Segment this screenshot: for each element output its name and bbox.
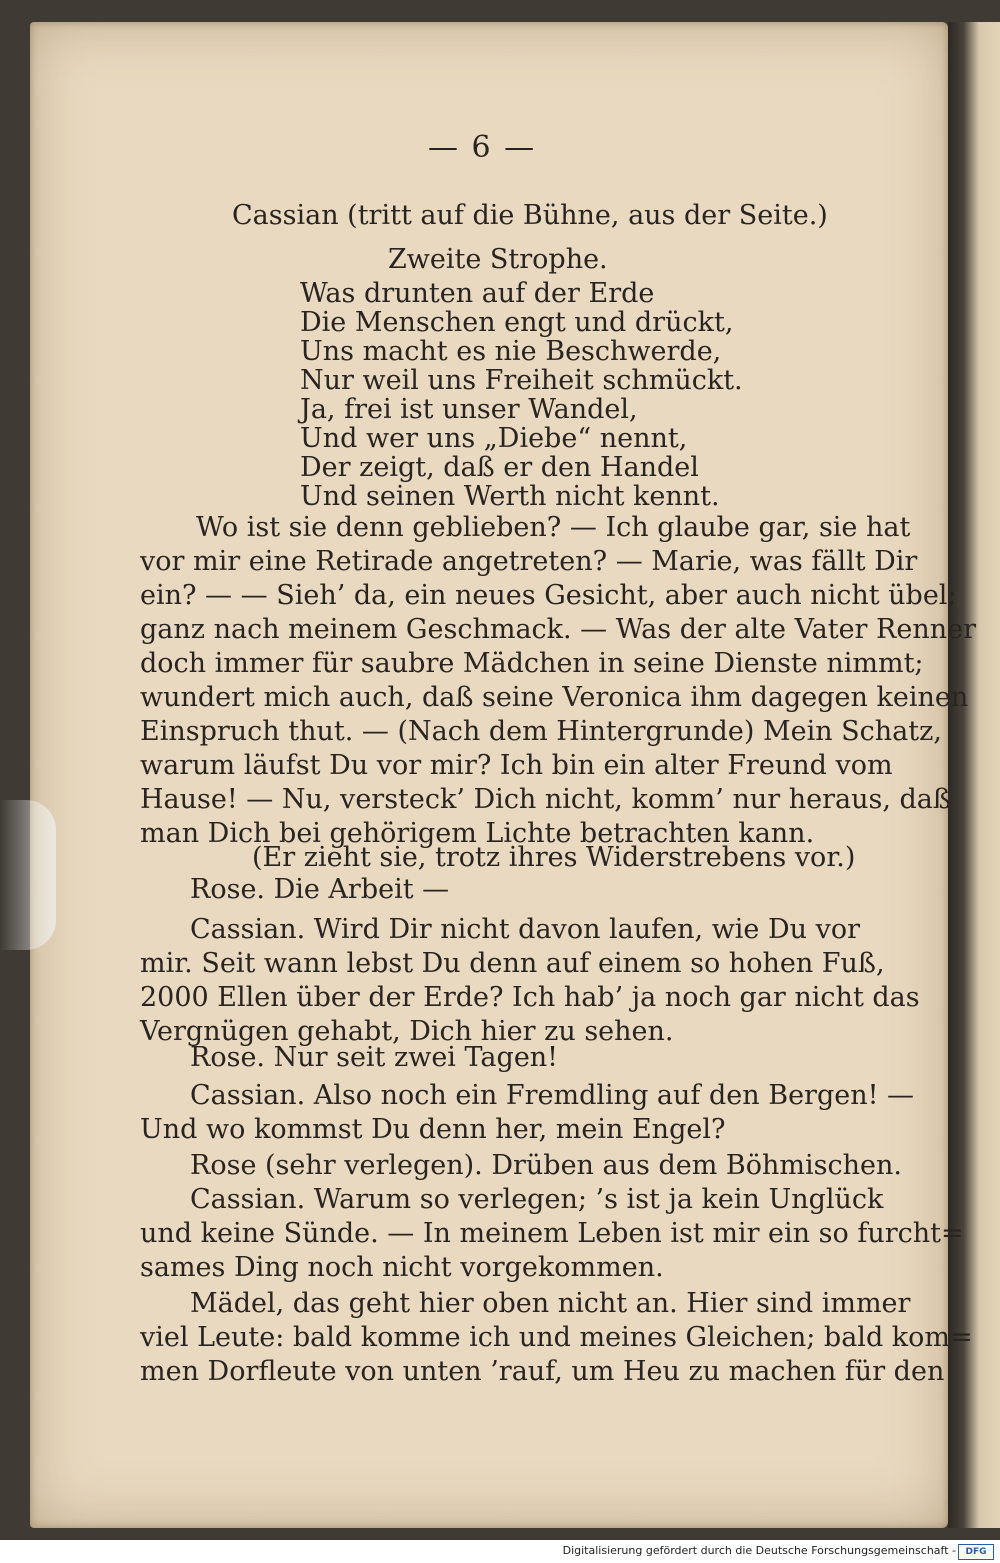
dialogue-line: und keine Sünde. — In meinem Leben ist mir ein so furcht= (140, 1218, 964, 1249)
verse-line: Und seinen Werth nicht kennt. (300, 481, 720, 512)
prose-line: Wo ist sie denn geblieben? — Ich glaube gar, sie hat (196, 512, 911, 543)
prose-line: doch immer für saubre Mädchen in seine Dienste nimmt; (140, 648, 924, 679)
verse-heading: Zweite Strophe. (388, 244, 608, 275)
prose-line: wundert mich auch, daß seine Veronica ihm dagegen keinen (140, 682, 969, 713)
verse-line: Nur weil uns Freiheit schmückt. (300, 365, 743, 396)
verse-line: Der zeigt, daß er den Handel (300, 452, 699, 483)
prose-line: Mädel, das geht hier oben nicht an. Hier sind immer (190, 1288, 911, 1319)
verse-line: Ja, frei ist unser Wandel, (300, 394, 638, 425)
dialogue-line: sames Ding noch nicht vorgekommen. (140, 1252, 664, 1283)
stage-direction: (Er zieht sie, trotz ihres Widerstrebens vor.) (252, 842, 856, 873)
footer-bar (0, 1540, 1000, 1563)
prose-line: viel Leute: bald komme ich und meines Gleichen; bald kom= (140, 1322, 973, 1353)
dialogue-line: Cassian. Also noch ein Fremdling auf den Bergen! — (190, 1080, 915, 1111)
verse-line: Uns macht es nie Beschwerde, (300, 336, 722, 367)
prose-line: ganz nach meinem Geschmack. — Was der alte Vater Renner (140, 614, 977, 645)
prose-line: ein? — — Sieh’ da, ein neues Gesicht, aber auch nicht übel; (140, 580, 957, 611)
dialogue-line: mir. Seit wann lebst Du denn auf einem so hohen Fuß, (140, 948, 885, 979)
verse-line: Und wer uns „Diebe“ nennt, (300, 423, 688, 454)
page-number: — 6 — (428, 130, 537, 165)
prose-line: men Dorfleute von unten ’rauf, um Heu zu machen für den (140, 1356, 945, 1387)
dialogue-line: Rose. Die Arbeit — (190, 874, 450, 905)
dialogue-line: Vergnügen gehabt, Dich hier zu sehen. (140, 1016, 674, 1047)
dialogue-line: Rose. Nur seit zwei Tagen! (190, 1042, 559, 1073)
dialogue-line: Und wo kommst Du denn her, mein Engel? (140, 1114, 726, 1145)
dfg-logo: DFG (958, 1544, 994, 1560)
prose-line: vor mir eine Retirade angetreten? — Marie, was fällt Dir (140, 546, 918, 577)
prose-line: man Dich bei gehörigem Lichte betrachten kann. (140, 818, 815, 849)
verse-line: Was drunten auf der Erde (300, 278, 655, 309)
dialogue-line: Cassian. Wird Dir nicht davon laufen, wie Du vor (190, 914, 861, 945)
verse-line: Die Menschen engt und drückt, (300, 307, 734, 338)
prose-line: warum läufst Du vor mir? Ich bin ein alter Freund vom (140, 750, 893, 781)
dialogue-line: Rose (sehr verlegen). Drüben aus dem Böhmischen. (190, 1150, 902, 1181)
funding-notice: Digitalisierung gefördert durch die Deutsche Forschungsgemeinschaft - (562, 1544, 956, 1557)
prose-line: Einspruch thut. — (Nach dem Hintergrunde) Mein Schatz, (140, 716, 942, 747)
stage-direction: Cassian (tritt auf die Bühne, aus der Seite.) (232, 200, 828, 231)
prose-line: Hause! — Nu, versteck’ Dich nicht, komm’ nur heraus, daß (140, 784, 951, 815)
dialogue-line: 2000 Ellen über der Erde? Ich hab’ ja noch gar nicht das (140, 982, 920, 1013)
dialogue-line: Cassian. Warum so verlegen; ’s ist ja kein Unglück (190, 1184, 884, 1215)
